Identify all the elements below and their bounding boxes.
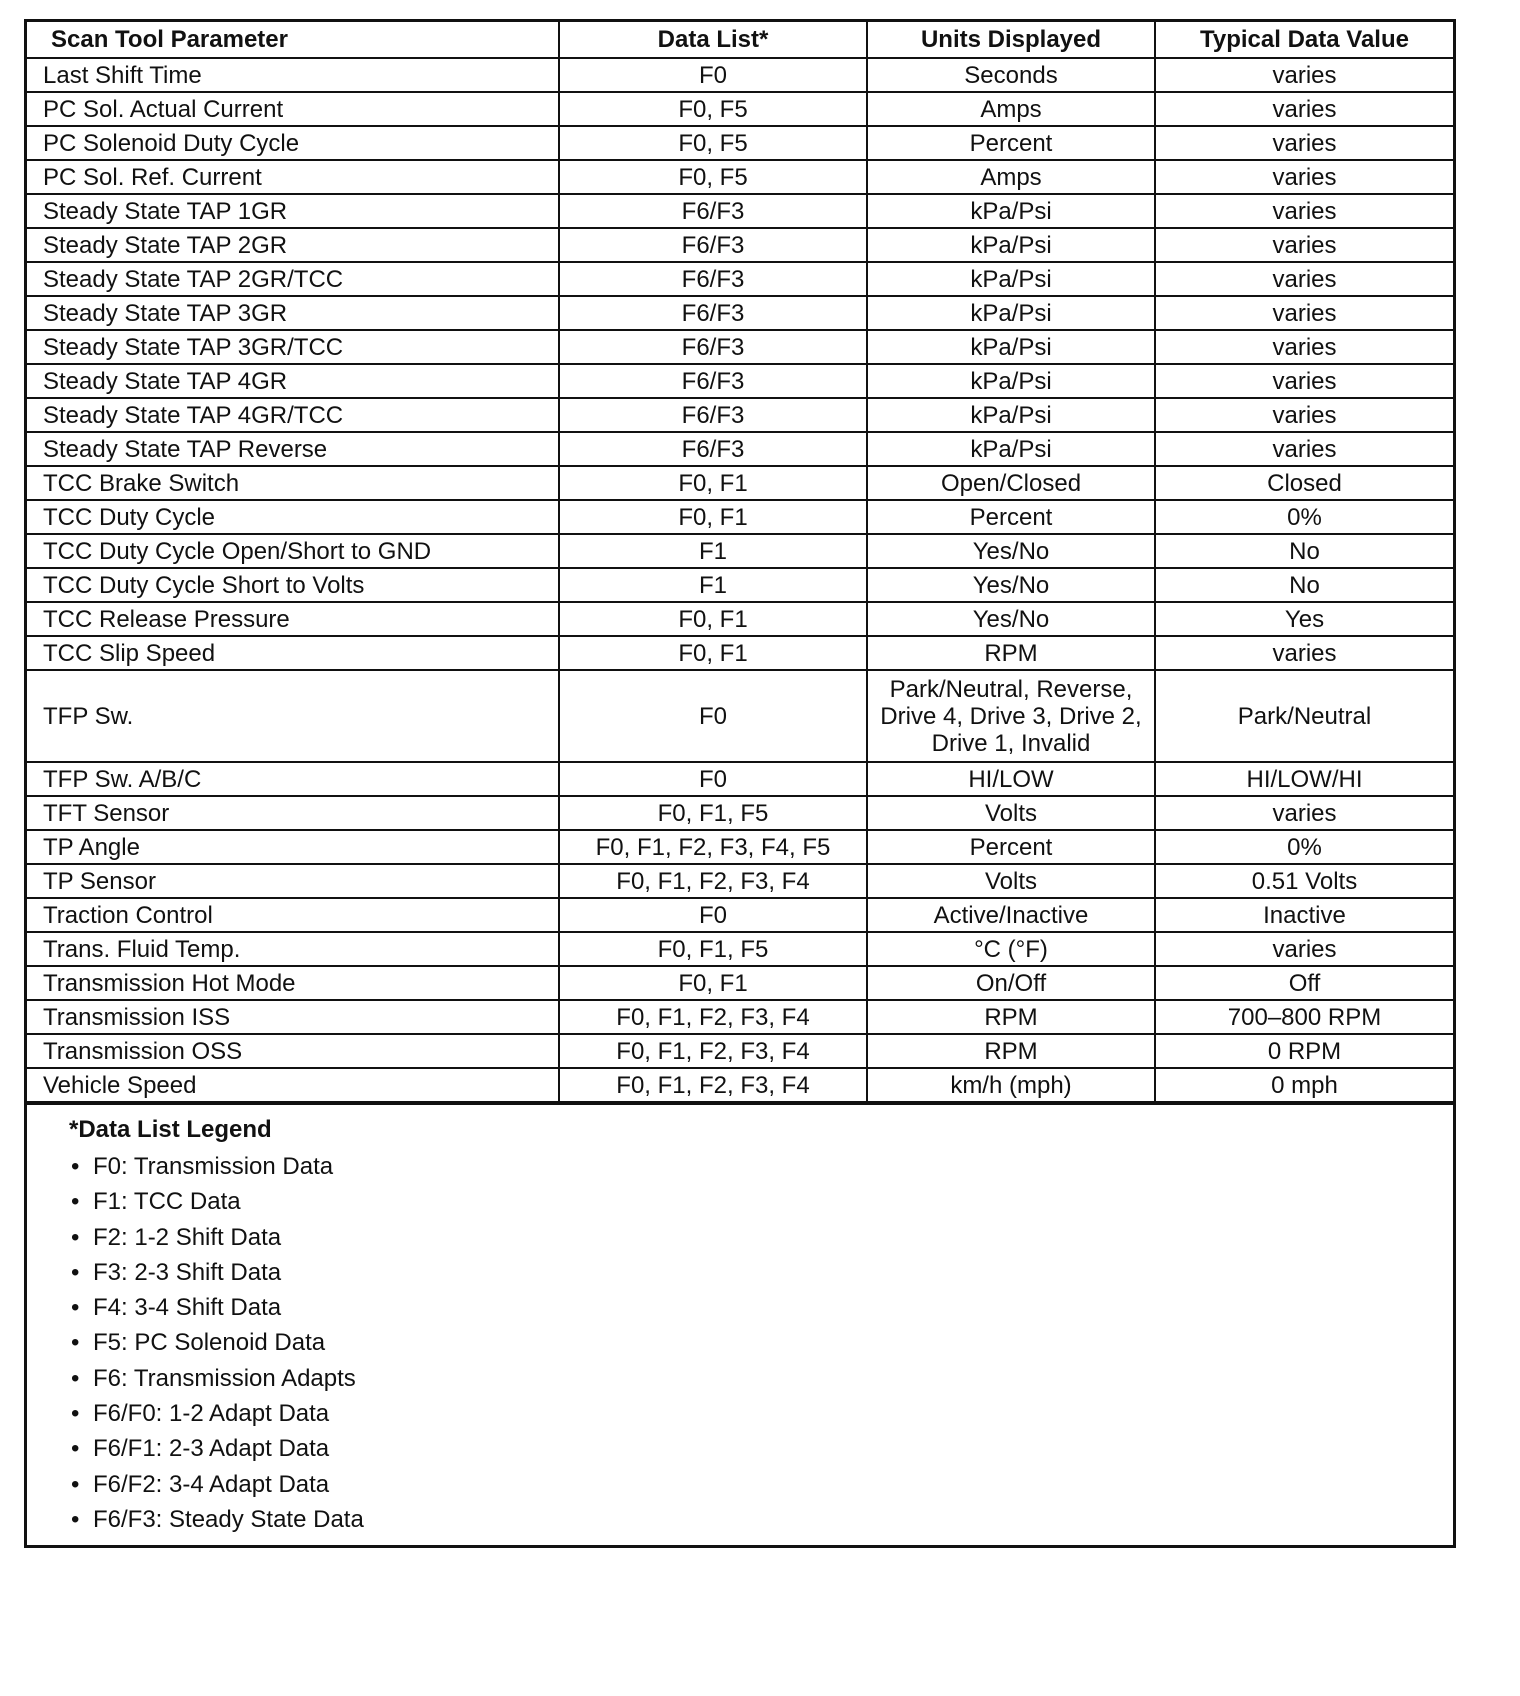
cell-units: Volts xyxy=(867,864,1155,898)
cell-typical-value: 0 mph xyxy=(1155,1068,1453,1102)
cell-data-list: F1 xyxy=(559,534,867,568)
cell-parameter: Steady State TAP Reverse xyxy=(27,432,559,466)
table-row xyxy=(27,228,1453,262)
table-row xyxy=(27,830,1453,864)
cell-parameter: Steady State TAP 2GR xyxy=(27,228,559,262)
cell-parameter: TCC Duty Cycle Open/Short to GND xyxy=(27,534,559,568)
table-row xyxy=(27,762,1453,796)
table-row xyxy=(27,364,1453,398)
legend-item xyxy=(69,1467,1453,1502)
cell-units: Open/Closed xyxy=(867,466,1155,500)
cell-parameter: Steady State TAP 2GR/TCC xyxy=(27,262,559,296)
table-row xyxy=(27,92,1453,126)
cell-typical-value: varies xyxy=(1155,636,1453,670)
table-row xyxy=(27,534,1453,568)
cell-typical-value: Closed xyxy=(1155,466,1453,500)
cell-units: HI/LOW xyxy=(867,762,1155,796)
legend-item-text: F3: 2-3 Shift Data xyxy=(93,1258,282,1286)
legend-item-text: F2: 1-2 Shift Data xyxy=(93,1223,282,1251)
table-row xyxy=(27,500,1453,534)
cell-data-list: F0, F5 xyxy=(559,92,867,126)
cell-typical-value: varies xyxy=(1155,296,1453,330)
table-row xyxy=(27,330,1453,364)
table-row xyxy=(27,194,1453,228)
cell-data-list: F0, F1 xyxy=(559,966,867,1000)
cell-parameter: TFP Sw. A/B/C xyxy=(27,762,559,796)
table-header-row xyxy=(27,22,1453,58)
cell-parameter: Steady State TAP 4GR/TCC xyxy=(27,398,559,432)
table-body xyxy=(27,58,1453,1102)
cell-units: Park/Neutral, Reverse, Drive 4, Drive 3, Drive 2, Drive 1, Invalid xyxy=(867,670,1155,762)
legend-item-text: F6: Transmission Adapts xyxy=(93,1364,356,1392)
table-row xyxy=(27,296,1453,330)
cell-units: km/h (mph) xyxy=(867,1068,1155,1102)
cell-data-list: F6/F3 xyxy=(559,296,867,330)
legend-item-text: F6/F1: 2-3 Adapt Data xyxy=(93,1435,330,1463)
legend-item-text: F0: Transmission Data xyxy=(93,1153,334,1180)
cell-units: kPa/Psi xyxy=(867,228,1155,262)
table-row xyxy=(27,898,1453,932)
cell-typical-value: 0 RPM xyxy=(1155,1034,1453,1068)
cell-parameter: TCC Slip Speed xyxy=(27,636,559,670)
cell-data-list: F0 xyxy=(559,670,867,762)
cell-typical-value: 0% xyxy=(1155,500,1453,534)
cell-typical-value: varies xyxy=(1155,330,1453,364)
cell-typical-value: varies xyxy=(1155,228,1453,262)
legend-item xyxy=(69,1431,1453,1466)
bullet-icon: • xyxy=(71,1258,80,1286)
data-list-legend xyxy=(27,1103,1453,1545)
bullet-icon: • xyxy=(71,1188,80,1216)
bullet-icon: • xyxy=(71,1435,80,1463)
cell-parameter: Last Shift Time xyxy=(27,58,559,92)
cell-typical-value: varies xyxy=(1155,126,1453,160)
cell-units: kPa/Psi xyxy=(867,262,1155,296)
legend-item-text: F4: 3-4 Shift Data xyxy=(93,1294,282,1322)
cell-data-list: F0, F1, F2, F3, F4 xyxy=(559,1034,867,1068)
cell-units: Amps xyxy=(867,160,1155,194)
cell-units: °C (°F) xyxy=(867,932,1155,966)
cell-data-list: F6/F3 xyxy=(559,228,867,262)
legend-item xyxy=(69,1290,1453,1325)
cell-parameter: Steady State TAP 3GR/TCC xyxy=(27,330,559,364)
cell-typical-value: varies xyxy=(1155,364,1453,398)
cell-data-list: F0, F1, F2, F3, F4 xyxy=(559,1068,867,1102)
legend-item xyxy=(69,1149,1453,1184)
cell-data-list: F6/F3 xyxy=(559,262,867,296)
table-row xyxy=(27,932,1453,966)
cell-typical-value: varies xyxy=(1155,160,1453,194)
table-row xyxy=(27,1068,1453,1102)
legend-item xyxy=(69,1220,1453,1255)
cell-typical-value: varies xyxy=(1155,796,1453,830)
scan-tool-parameter-table xyxy=(27,22,1453,1103)
cell-data-list: F0 xyxy=(559,762,867,796)
table-row xyxy=(27,160,1453,194)
cell-parameter: TFP Sw. xyxy=(27,670,559,762)
cell-data-list: F0, F1 xyxy=(559,636,867,670)
table-row xyxy=(27,1000,1453,1034)
cell-data-list: F6/F3 xyxy=(559,398,867,432)
table-row xyxy=(27,796,1453,830)
legend-item-text: F5: PC Solenoid Data xyxy=(93,1329,326,1357)
cell-parameter: TP Angle xyxy=(27,830,559,864)
cell-typical-value: varies xyxy=(1155,194,1453,228)
cell-units: kPa/Psi xyxy=(867,364,1155,398)
cell-parameter: Transmission ISS xyxy=(27,1000,559,1034)
bullet-icon: • xyxy=(71,1470,80,1498)
cell-data-list: F6/F3 xyxy=(559,194,867,228)
cell-data-list: F0, F1, F5 xyxy=(559,796,867,830)
cell-units: Seconds xyxy=(867,58,1155,92)
cell-units: kPa/Psi xyxy=(867,432,1155,466)
legend-list xyxy=(69,1149,1453,1537)
cell-parameter: PC Solenoid Duty Cycle xyxy=(27,126,559,160)
cell-typical-value: varies xyxy=(1155,932,1453,966)
cell-typical-value: varies xyxy=(1155,58,1453,92)
cell-parameter: Trans. Fluid Temp. xyxy=(27,932,559,966)
cell-data-list: F1 xyxy=(559,568,867,602)
cell-typical-value: varies xyxy=(1155,432,1453,466)
cell-typical-value: HI/LOW/HI xyxy=(1155,762,1453,796)
column-header-parameter: Scan Tool Parameter xyxy=(27,22,559,58)
cell-units: Amps xyxy=(867,92,1155,126)
cell-units: Yes/No xyxy=(867,602,1155,636)
cell-typical-value: Off xyxy=(1155,966,1453,1000)
cell-data-list: F0, F1, F5 xyxy=(559,932,867,966)
bullet-icon: • xyxy=(71,1223,80,1251)
cell-units: kPa/Psi xyxy=(867,296,1155,330)
cell-units: RPM xyxy=(867,1000,1155,1034)
legend-item xyxy=(69,1502,1453,1537)
bullet-icon: • xyxy=(71,1505,80,1533)
cell-units: Volts xyxy=(867,796,1155,830)
cell-units: kPa/Psi xyxy=(867,330,1155,364)
cell-parameter: Transmission Hot Mode xyxy=(27,966,559,1000)
cell-typical-value: No xyxy=(1155,568,1453,602)
cell-parameter: Vehicle Speed xyxy=(27,1068,559,1102)
table-row xyxy=(27,126,1453,160)
legend-item-text: F6/F0: 1-2 Adapt Data xyxy=(93,1400,330,1428)
cell-parameter: Steady State TAP 3GR xyxy=(27,296,559,330)
column-header-data-list: Data List* xyxy=(559,22,867,58)
cell-parameter: TFT Sensor xyxy=(27,796,559,830)
table-row xyxy=(27,432,1453,466)
cell-data-list: F6/F3 xyxy=(559,364,867,398)
legend-title: *Data List Legend xyxy=(69,1116,272,1143)
cell-typical-value: Inactive xyxy=(1155,898,1453,932)
cell-parameter: TCC Brake Switch xyxy=(27,466,559,500)
cell-units: Yes/No xyxy=(867,568,1155,602)
table-row xyxy=(27,966,1453,1000)
legend-item xyxy=(69,1184,1453,1219)
cell-units: Active/Inactive xyxy=(867,898,1155,932)
bullet-icon: • xyxy=(71,1294,80,1322)
legend-item xyxy=(69,1325,1453,1360)
cell-typical-value: 0.51 Volts xyxy=(1155,864,1453,898)
bullet-icon: • xyxy=(71,1364,80,1392)
cell-data-list: F0, F1 xyxy=(559,602,867,636)
table-row xyxy=(27,636,1453,670)
cell-parameter: TCC Release Pressure xyxy=(27,602,559,636)
cell-units: Percent xyxy=(867,500,1155,534)
cell-data-list: F0, F5 xyxy=(559,160,867,194)
cell-parameter: Transmission OSS xyxy=(27,1034,559,1068)
cell-typical-value: varies xyxy=(1155,262,1453,296)
cell-parameter: TCC Duty Cycle xyxy=(27,500,559,534)
cell-data-list: F0, F1 xyxy=(559,466,867,500)
table-row xyxy=(27,602,1453,636)
cell-parameter: Steady State TAP 4GR xyxy=(27,364,559,398)
cell-typical-value: No xyxy=(1155,534,1453,568)
legend-item xyxy=(69,1396,1453,1431)
table-row xyxy=(27,1034,1453,1068)
table-row xyxy=(27,58,1453,92)
cell-typical-value: 700–800 RPM xyxy=(1155,1000,1453,1034)
cell-data-list: F6/F3 xyxy=(559,330,867,364)
cell-units: Percent xyxy=(867,126,1155,160)
cell-typical-value: 0% xyxy=(1155,830,1453,864)
cell-parameter: PC Sol. Actual Current xyxy=(27,92,559,126)
bullet-icon: • xyxy=(71,1400,80,1428)
cell-parameter: Steady State TAP 1GR xyxy=(27,194,559,228)
cell-data-list: F0 xyxy=(559,58,867,92)
cell-units: Percent xyxy=(867,830,1155,864)
cell-data-list: F0, F5 xyxy=(559,126,867,160)
legend-item xyxy=(69,1255,1453,1290)
column-header-units: Units Displayed xyxy=(867,22,1155,58)
table-row xyxy=(27,670,1453,762)
cell-data-list: F0, F1, F2, F3, F4, F5 xyxy=(559,830,867,864)
cell-units: kPa/Psi xyxy=(867,194,1155,228)
table-row xyxy=(27,864,1453,898)
cell-parameter: TP Sensor xyxy=(27,864,559,898)
column-header-typical-value: Typical Data Value xyxy=(1155,22,1453,58)
bullet-icon: • xyxy=(71,1153,80,1180)
legend-item-text: F1: TCC Data xyxy=(93,1188,241,1216)
cell-typical-value: Park/Neutral xyxy=(1155,670,1453,762)
cell-typical-value: Yes xyxy=(1155,602,1453,636)
cell-parameter: PC Sol. Ref. Current xyxy=(27,160,559,194)
cell-data-list: F0 xyxy=(559,898,867,932)
cell-units: Yes/No xyxy=(867,534,1155,568)
cell-typical-value: varies xyxy=(1155,92,1453,126)
cell-data-list: F0, F1, F2, F3, F4 xyxy=(559,864,867,898)
legend-item xyxy=(69,1361,1453,1396)
table-row xyxy=(27,466,1453,500)
cell-parameter: Traction Control xyxy=(27,898,559,932)
cell-units: kPa/Psi xyxy=(867,398,1155,432)
cell-units: RPM xyxy=(867,636,1155,670)
table-row xyxy=(27,262,1453,296)
legend-item-text: F6/F3: Steady State Data xyxy=(93,1505,364,1533)
cell-data-list: F6/F3 xyxy=(559,432,867,466)
bullet-icon: • xyxy=(71,1329,80,1357)
cell-data-list: F0, F1 xyxy=(559,500,867,534)
scan-tool-data-sheet xyxy=(24,19,1456,1548)
cell-units: On/Off xyxy=(867,966,1155,1000)
table-row xyxy=(27,398,1453,432)
cell-units: RPM xyxy=(867,1034,1155,1068)
cell-typical-value: varies xyxy=(1155,398,1453,432)
cell-parameter: TCC Duty Cycle Short to Volts xyxy=(27,568,559,602)
legend-item-text: F6/F2: 3-4 Adapt Data xyxy=(93,1470,330,1498)
cell-data-list: F0, F1, F2, F3, F4 xyxy=(559,1000,867,1034)
table-row xyxy=(27,568,1453,602)
